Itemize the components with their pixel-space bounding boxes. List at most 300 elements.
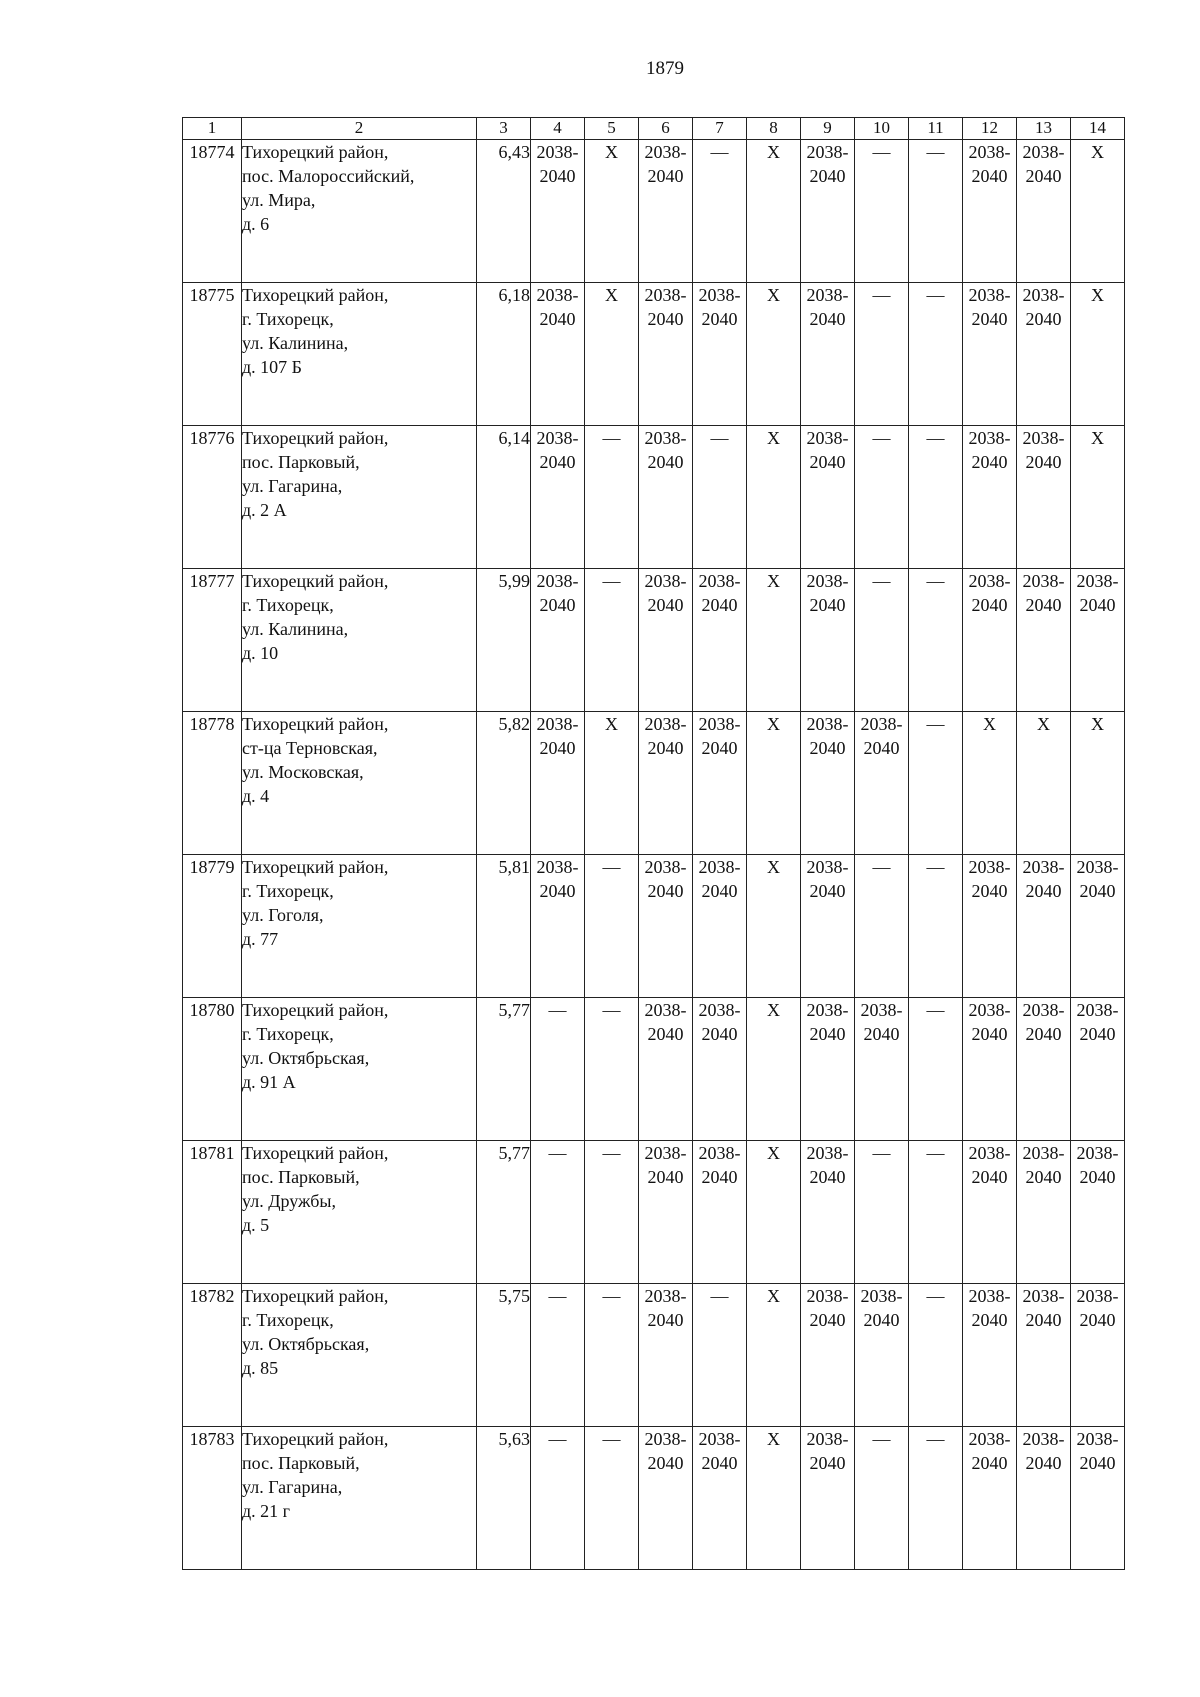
cell-text: 2038- bbox=[860, 1000, 903, 1020]
data-cell bbox=[531, 426, 585, 569]
column-header: 1 bbox=[183, 118, 242, 140]
cell-text: 2040 bbox=[809, 309, 846, 329]
address-line: д. 107 Б bbox=[242, 357, 302, 377]
cell-text: 2040 bbox=[863, 738, 900, 758]
cell-text: 2038- bbox=[1076, 1000, 1119, 1020]
address-line: ул. Октябрьская, bbox=[242, 1048, 370, 1068]
table-row bbox=[183, 1427, 1125, 1570]
address-line: ст-ца Терновская, bbox=[242, 738, 378, 758]
cell-text: 2038- bbox=[806, 1143, 849, 1163]
cell-text: — bbox=[872, 428, 891, 448]
cell-text: 2040 bbox=[647, 166, 684, 186]
address-cell bbox=[242, 712, 477, 855]
data-cell bbox=[1017, 283, 1071, 426]
data-cell bbox=[747, 1427, 801, 1570]
data-cell bbox=[693, 1284, 747, 1427]
header-row bbox=[183, 118, 1125, 140]
cell-text: 2040 bbox=[809, 1453, 846, 1473]
data-cell bbox=[1017, 1427, 1071, 1570]
data-cell bbox=[1071, 140, 1125, 283]
cell-text: 2038- bbox=[968, 1143, 1011, 1163]
cell-text: — bbox=[926, 428, 945, 448]
data-cell bbox=[747, 569, 801, 712]
cell-text: 2040 bbox=[1079, 1310, 1116, 1330]
cell-text: 2038- bbox=[1022, 1143, 1065, 1163]
address-line: Тихорецкий район, bbox=[242, 714, 389, 734]
data-cell bbox=[693, 1427, 747, 1570]
data-cell bbox=[1017, 1141, 1071, 1284]
cell-text: 2038- bbox=[1022, 285, 1065, 305]
cell-text: 2038- bbox=[698, 857, 741, 877]
address-line: ул. Калинина, bbox=[242, 333, 349, 353]
cell-text: 2040 bbox=[647, 881, 684, 901]
cell-text: 2040 bbox=[701, 1024, 738, 1044]
value-cell: 6,18 bbox=[477, 283, 531, 426]
address-cell bbox=[242, 283, 477, 426]
data-cell bbox=[963, 855, 1017, 998]
cell-text: 2040 bbox=[971, 1024, 1008, 1044]
address-cell bbox=[242, 1141, 477, 1284]
table-row bbox=[183, 283, 1125, 426]
cell-text: Х bbox=[1091, 285, 1104, 305]
column-header: 11 bbox=[909, 118, 963, 140]
cell-text: Х bbox=[767, 571, 780, 591]
cell-text: 2040 bbox=[809, 881, 846, 901]
data-cell bbox=[693, 855, 747, 998]
data-cell bbox=[855, 1141, 909, 1284]
cell-text: 2040 bbox=[1025, 1453, 1062, 1473]
cell-text: 2038- bbox=[806, 714, 849, 734]
cell-text: 2038- bbox=[644, 571, 687, 591]
address-cell bbox=[242, 998, 477, 1141]
cell-text: 2038- bbox=[1076, 1143, 1119, 1163]
data-cell bbox=[909, 426, 963, 569]
cell-text: 2038- bbox=[698, 1429, 741, 1449]
cell-text: 2038- bbox=[806, 857, 849, 877]
cell-text: 2040 bbox=[1079, 881, 1116, 901]
cell-text: — bbox=[926, 1429, 945, 1449]
cell-text: 2038- bbox=[644, 1143, 687, 1163]
cell-text: 2038- bbox=[968, 1000, 1011, 1020]
address-line: д. 10 bbox=[242, 643, 279, 663]
address-line: д. 77 bbox=[242, 929, 279, 949]
table-row bbox=[183, 569, 1125, 712]
cell-text: Х bbox=[767, 714, 780, 734]
cell-text: 2040 bbox=[971, 452, 1008, 472]
data-cell bbox=[855, 855, 909, 998]
cell-text: 2040 bbox=[1079, 595, 1116, 615]
data-cell bbox=[801, 712, 855, 855]
column-header: 9 bbox=[801, 118, 855, 140]
address-line: д. 6 bbox=[242, 214, 270, 234]
cell-text: 2038- bbox=[536, 571, 579, 591]
cell-text: 2040 bbox=[647, 452, 684, 472]
cell-text: 2040 bbox=[647, 309, 684, 329]
data-cell bbox=[909, 998, 963, 1141]
cell-text: 2038- bbox=[968, 142, 1011, 162]
cell-text: — bbox=[602, 571, 621, 591]
address-line: д. 5 bbox=[242, 1215, 270, 1235]
row-number: 18774 bbox=[183, 140, 242, 283]
data-cell bbox=[693, 998, 747, 1141]
cell-text: 2040 bbox=[971, 309, 1008, 329]
cell-text: 2038- bbox=[968, 1429, 1011, 1449]
cell-text: Х bbox=[1091, 428, 1104, 448]
data-cell bbox=[1071, 426, 1125, 569]
data-cell bbox=[801, 1141, 855, 1284]
cell-text: — bbox=[710, 428, 729, 448]
data-cell bbox=[801, 1427, 855, 1570]
data-cell bbox=[801, 1284, 855, 1427]
cell-text: 2040 bbox=[647, 1167, 684, 1187]
data-cell bbox=[1017, 1284, 1071, 1427]
cell-text: — bbox=[602, 428, 621, 448]
cell-text: 2040 bbox=[971, 595, 1008, 615]
cell-text: — bbox=[548, 1429, 567, 1449]
cell-text: — bbox=[602, 1429, 621, 1449]
cell-text: 2038- bbox=[806, 142, 849, 162]
cell-text: Х bbox=[767, 428, 780, 448]
data-cell bbox=[1071, 712, 1125, 855]
cell-text: 2038- bbox=[806, 1000, 849, 1020]
value-cell: 5,75 bbox=[477, 1284, 531, 1427]
address-line: ул. Калинина, bbox=[242, 619, 349, 639]
data-cell bbox=[1017, 712, 1071, 855]
cell-text: Х bbox=[767, 1286, 780, 1306]
cell-text: 2040 bbox=[1079, 1024, 1116, 1044]
address-cell bbox=[242, 1284, 477, 1427]
cell-text: Х bbox=[983, 714, 996, 734]
cell-text: 2038- bbox=[644, 1286, 687, 1306]
cell-text: Х bbox=[605, 285, 618, 305]
register-table bbox=[182, 117, 1125, 1570]
cell-text: 2038- bbox=[1076, 857, 1119, 877]
address-line: ул. Дружбы, bbox=[242, 1191, 336, 1211]
data-cell bbox=[747, 426, 801, 569]
value-cell: 5,99 bbox=[477, 569, 531, 712]
cell-text: Х bbox=[767, 1143, 780, 1163]
data-cell bbox=[963, 1284, 1017, 1427]
data-cell bbox=[801, 283, 855, 426]
data-cell bbox=[855, 998, 909, 1141]
cell-text: 2040 bbox=[539, 452, 576, 472]
data-cell bbox=[585, 998, 639, 1141]
table-row bbox=[183, 712, 1125, 855]
cell-text: 2040 bbox=[1079, 1453, 1116, 1473]
cell-text: 2038- bbox=[536, 428, 579, 448]
table-row bbox=[183, 140, 1125, 283]
cell-text: 2038- bbox=[968, 428, 1011, 448]
data-cell bbox=[693, 1141, 747, 1284]
cell-text: 2040 bbox=[1079, 1167, 1116, 1187]
column-header: 4 bbox=[531, 118, 585, 140]
cell-text: — bbox=[872, 1143, 891, 1163]
cell-text: — bbox=[602, 1000, 621, 1020]
cell-text: 2040 bbox=[701, 309, 738, 329]
data-cell bbox=[639, 1427, 693, 1570]
cell-text: 2040 bbox=[701, 595, 738, 615]
data-cell bbox=[747, 855, 801, 998]
address-line: пос. Парковый, bbox=[242, 1167, 360, 1187]
cell-text: Х bbox=[1091, 714, 1104, 734]
address-line: ул. Гагарина, bbox=[242, 476, 343, 496]
value-cell: 6,14 bbox=[477, 426, 531, 569]
address-line: пос. Малороссийский, bbox=[242, 166, 415, 186]
table-body bbox=[183, 140, 1125, 1570]
address-line: Тихорецкий район, bbox=[242, 142, 389, 162]
cell-text: 2038- bbox=[698, 1000, 741, 1020]
cell-text: 2038- bbox=[644, 285, 687, 305]
address-line: г. Тихорецк, bbox=[242, 881, 334, 901]
cell-text: Х bbox=[767, 1000, 780, 1020]
value-cell: 5,63 bbox=[477, 1427, 531, 1570]
data-cell bbox=[639, 998, 693, 1141]
cell-text: 2038- bbox=[968, 1286, 1011, 1306]
data-cell bbox=[585, 569, 639, 712]
cell-text: 2040 bbox=[701, 738, 738, 758]
data-cell bbox=[855, 1284, 909, 1427]
cell-text: 2040 bbox=[809, 1167, 846, 1187]
row-number: 18781 bbox=[183, 1141, 242, 1284]
data-cell bbox=[801, 426, 855, 569]
cell-text: Х bbox=[1091, 142, 1104, 162]
cell-text: — bbox=[548, 1000, 567, 1020]
data-cell bbox=[531, 283, 585, 426]
table-row bbox=[183, 855, 1125, 998]
cell-text: 2040 bbox=[863, 1310, 900, 1330]
data-cell bbox=[747, 998, 801, 1141]
data-cell bbox=[801, 140, 855, 283]
data-cell bbox=[585, 426, 639, 569]
cell-text: 2040 bbox=[1025, 1167, 1062, 1187]
data-cell bbox=[801, 569, 855, 712]
cell-text: — bbox=[926, 1143, 945, 1163]
data-cell bbox=[963, 283, 1017, 426]
column-header: 6 bbox=[639, 118, 693, 140]
cell-text: 2038- bbox=[536, 142, 579, 162]
cell-text: Х bbox=[767, 857, 780, 877]
address-cell bbox=[242, 140, 477, 283]
data-cell bbox=[585, 1427, 639, 1570]
cell-text: 2038- bbox=[1076, 1429, 1119, 1449]
cell-text: 2040 bbox=[539, 309, 576, 329]
data-cell bbox=[747, 1141, 801, 1284]
column-header: 3 bbox=[477, 118, 531, 140]
cell-text: 2040 bbox=[809, 1310, 846, 1330]
cell-text: 2038- bbox=[644, 857, 687, 877]
cell-text: 2038- bbox=[1022, 1000, 1065, 1020]
cell-text: 2040 bbox=[539, 595, 576, 615]
data-cell bbox=[531, 1141, 585, 1284]
address-line: Тихорецкий район, bbox=[242, 428, 389, 448]
data-cell bbox=[531, 569, 585, 712]
data-cell bbox=[639, 140, 693, 283]
address-line: Тихорецкий район, bbox=[242, 285, 389, 305]
cell-text: — bbox=[926, 714, 945, 734]
data-cell bbox=[909, 1284, 963, 1427]
row-number: 18783 bbox=[183, 1427, 242, 1570]
column-header: 12 bbox=[963, 118, 1017, 140]
cell-text: Х bbox=[767, 1429, 780, 1449]
data-cell bbox=[909, 140, 963, 283]
cell-text: 2038- bbox=[1022, 857, 1065, 877]
data-cell bbox=[639, 283, 693, 426]
address-line: г. Тихорецк, bbox=[242, 309, 334, 329]
data-cell bbox=[747, 140, 801, 283]
cell-text: 2040 bbox=[1025, 595, 1062, 615]
data-cell bbox=[639, 1284, 693, 1427]
data-cell bbox=[1017, 140, 1071, 283]
data-cell bbox=[963, 998, 1017, 1141]
address-line: ул. Гагарина, bbox=[242, 1477, 343, 1497]
cell-text: 2038- bbox=[1022, 428, 1065, 448]
data-cell bbox=[1017, 998, 1071, 1141]
data-cell bbox=[855, 712, 909, 855]
data-cell bbox=[693, 712, 747, 855]
value-cell: 6,43 bbox=[477, 140, 531, 283]
cell-text: — bbox=[926, 857, 945, 877]
data-cell bbox=[801, 855, 855, 998]
cell-text: 2038- bbox=[698, 285, 741, 305]
address-line: ул. Московская, bbox=[242, 762, 364, 782]
cell-text: — bbox=[872, 142, 891, 162]
column-header: 13 bbox=[1017, 118, 1071, 140]
row-number: 18779 bbox=[183, 855, 242, 998]
cell-text: 2040 bbox=[539, 881, 576, 901]
data-cell bbox=[1071, 569, 1125, 712]
cell-text: — bbox=[710, 142, 729, 162]
address-line: ул. Мира, bbox=[242, 190, 316, 210]
address-line: Тихорецкий район, bbox=[242, 1143, 389, 1163]
row-number: 18776 bbox=[183, 426, 242, 569]
cell-text: 2038- bbox=[1022, 571, 1065, 591]
cell-text: 2038- bbox=[1076, 571, 1119, 591]
data-cell bbox=[909, 1141, 963, 1284]
cell-text: 2038- bbox=[968, 857, 1011, 877]
cell-text: 2040 bbox=[971, 166, 1008, 186]
cell-text: Х bbox=[605, 714, 618, 734]
cell-text: 2040 bbox=[1025, 1024, 1062, 1044]
cell-text: 2040 bbox=[539, 738, 576, 758]
address-cell bbox=[242, 426, 477, 569]
cell-text: 2038- bbox=[1022, 142, 1065, 162]
cell-text: — bbox=[872, 857, 891, 877]
data-cell bbox=[585, 283, 639, 426]
data-cell bbox=[963, 712, 1017, 855]
cell-text: — bbox=[926, 1286, 945, 1306]
cell-text: 2040 bbox=[809, 738, 846, 758]
data-cell bbox=[639, 569, 693, 712]
cell-text: 2038- bbox=[536, 285, 579, 305]
data-cell bbox=[693, 283, 747, 426]
cell-text: 2040 bbox=[1025, 166, 1062, 186]
address-line: ул. Октябрьская, bbox=[242, 1334, 370, 1354]
data-cell bbox=[531, 855, 585, 998]
cell-text: — bbox=[548, 1286, 567, 1306]
data-cell bbox=[855, 1427, 909, 1570]
cell-text: 2038- bbox=[536, 857, 579, 877]
value-cell: 5,81 bbox=[477, 855, 531, 998]
address-line: ул. Гоголя, bbox=[242, 905, 324, 925]
data-cell bbox=[585, 712, 639, 855]
cell-text: Х bbox=[767, 142, 780, 162]
data-cell bbox=[585, 140, 639, 283]
value-cell: 5,77 bbox=[477, 998, 531, 1141]
cell-text: 2040 bbox=[647, 738, 684, 758]
cell-text: 2040 bbox=[809, 452, 846, 472]
address-cell bbox=[242, 1427, 477, 1570]
cell-text: 2040 bbox=[1025, 881, 1062, 901]
cell-text: — bbox=[872, 285, 891, 305]
cell-text: — bbox=[926, 571, 945, 591]
data-cell bbox=[1017, 569, 1071, 712]
cell-text: 2038- bbox=[644, 1000, 687, 1020]
cell-text: 2040 bbox=[647, 1310, 684, 1330]
cell-text: — bbox=[926, 285, 945, 305]
address-cell bbox=[242, 569, 477, 712]
cell-text: — bbox=[926, 142, 945, 162]
cell-text: 2038- bbox=[806, 571, 849, 591]
cell-text: 2038- bbox=[644, 714, 687, 734]
address-line: г. Тихорецк, bbox=[242, 1310, 334, 1330]
data-cell bbox=[963, 1427, 1017, 1570]
row-number: 18778 bbox=[183, 712, 242, 855]
page-number: 1879 bbox=[646, 58, 684, 79]
cell-text: 2038- bbox=[536, 714, 579, 734]
address-line: д. 85 bbox=[242, 1358, 279, 1378]
cell-text: 2038- bbox=[644, 1429, 687, 1449]
data-cell bbox=[1071, 1427, 1125, 1570]
data-cell bbox=[963, 569, 1017, 712]
column-header: 10 bbox=[855, 118, 909, 140]
data-cell bbox=[585, 855, 639, 998]
cell-text: 2038- bbox=[860, 1286, 903, 1306]
cell-text: — bbox=[872, 1429, 891, 1449]
cell-text: Х bbox=[1037, 714, 1050, 734]
data-cell bbox=[693, 426, 747, 569]
data-cell bbox=[855, 426, 909, 569]
address-line: г. Тихорецк, bbox=[242, 595, 334, 615]
cell-text: 2040 bbox=[1025, 309, 1062, 329]
cell-text: — bbox=[602, 1286, 621, 1306]
cell-text: 2040 bbox=[809, 166, 846, 186]
column-header: 8 bbox=[747, 118, 801, 140]
data-cell bbox=[963, 1141, 1017, 1284]
table-row bbox=[183, 1284, 1125, 1427]
data-cell bbox=[1071, 998, 1125, 1141]
data-cell bbox=[639, 712, 693, 855]
column-header: 14 bbox=[1071, 118, 1125, 140]
data-cell bbox=[531, 712, 585, 855]
cell-text: 2040 bbox=[971, 1167, 1008, 1187]
cell-text: Х bbox=[605, 142, 618, 162]
data-cell bbox=[1017, 855, 1071, 998]
address-line: д. 4 bbox=[242, 786, 270, 806]
data-cell bbox=[531, 140, 585, 283]
cell-text: 2040 bbox=[809, 595, 846, 615]
data-cell bbox=[909, 712, 963, 855]
data-cell bbox=[855, 569, 909, 712]
cell-text: 2038- bbox=[1022, 1286, 1065, 1306]
column-header: 7 bbox=[693, 118, 747, 140]
data-cell bbox=[585, 1284, 639, 1427]
row-number: 18780 bbox=[183, 998, 242, 1141]
cell-text: 2038- bbox=[698, 1143, 741, 1163]
data-cell bbox=[1071, 1141, 1125, 1284]
cell-text: 2040 bbox=[809, 1024, 846, 1044]
address-line: Тихорецкий район, bbox=[242, 1429, 389, 1449]
address-line: Тихорецкий район, bbox=[242, 1000, 389, 1020]
